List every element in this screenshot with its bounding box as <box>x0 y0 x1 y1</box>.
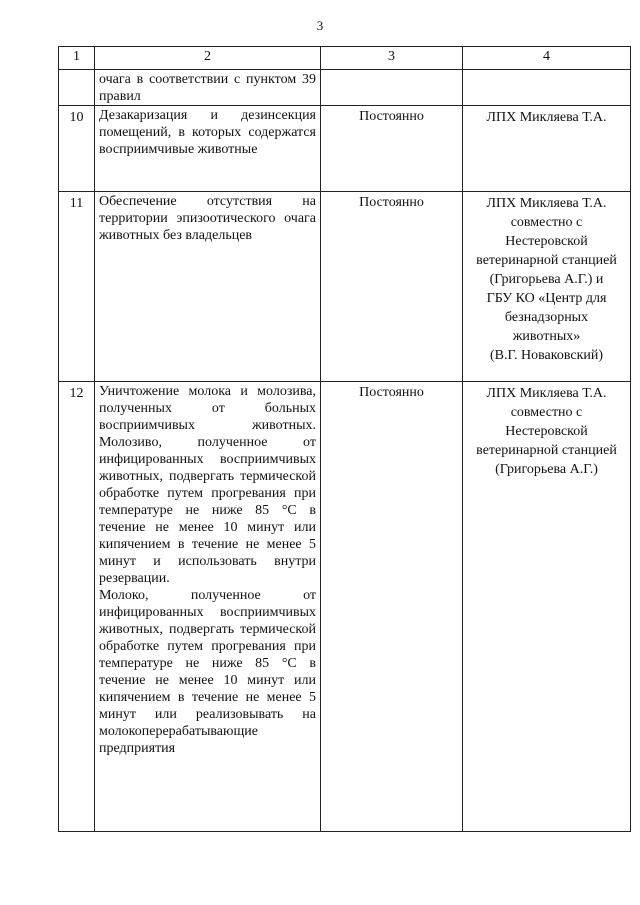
measure-description <box>95 106 321 192</box>
table-row <box>59 70 631 106</box>
header-col-1: 1 <box>59 47 95 70</box>
description-paragraph: очага в соответствии с пунктом 39 правил <box>99 72 316 104</box>
table-row <box>59 192 631 382</box>
responsible-line: совместно с <box>510 215 583 230</box>
responsible-line: ЛПХ Микляева Т.А. <box>486 386 607 401</box>
row-number <box>59 70 95 106</box>
measure-responsible <box>463 382 631 832</box>
responsible-line: Нестеровской <box>505 424 588 439</box>
responsible-line: ГБУ КО «Центр для <box>486 291 607 306</box>
measure-term <box>321 70 463 106</box>
row-number: 11 <box>59 192 95 382</box>
row-number: 12 <box>59 382 95 832</box>
responsible-line: (Григорьева А.Г.) и <box>489 272 604 287</box>
measure-term: Постоянно <box>321 192 463 382</box>
measure-description <box>95 70 321 106</box>
measure-description <box>95 382 321 832</box>
row-number: 10 <box>59 106 95 192</box>
responsible-line: безнадзорных <box>504 310 589 325</box>
measure-responsible <box>463 192 631 382</box>
page-number: 3 <box>316 18 324 33</box>
description-paragraph: Молоко, полученное от инфицированных восприимчивых животных, подвергать термической обработке путем прогревания при температуре не ниже 85 °С в течение не менее 10 минут или кипячением в течение не менее 5 минут или реализовывать на молокоперерабатывающие предприятия <box>99 588 316 756</box>
header-col-3: 3 <box>321 47 463 70</box>
description-paragraph: Уничтожение молока и молозива, полученных от больных восприимчивых животных. Молозиво, полученное от инфицированных восприимчивых животных, подвергать термической обработке путем прогревания при температуре не ниже 85 °С в течение не менее 10 минут или кипячением в течение не менее 5 минут и использовать внутри резервации. <box>99 384 316 586</box>
responsible-line: ветеринарной станцией <box>476 253 617 268</box>
responsible-line: Нестеровской <box>505 234 588 249</box>
header-col-2: 2 <box>95 47 321 70</box>
responsible-line: ЛПХ Микляева Т.А. <box>486 110 607 125</box>
table-header-row <box>59 47 631 70</box>
description-paragraph: Дезакаризация и дезинсекция помещений, в которых содержатся восприимчивые животные <box>99 108 316 157</box>
responsible-line: животных» <box>512 329 581 344</box>
responsible-line: ветеринарной станцией <box>476 443 617 458</box>
header-col-4: 4 <box>463 47 631 70</box>
description-paragraph: Обеспечение отсутствия на территории эпизоотического очага животных без владельцев <box>99 194 316 243</box>
responsible-line: (Григорьева А.Г.) <box>495 462 598 477</box>
table-row <box>59 106 631 192</box>
measure-responsible <box>463 106 631 192</box>
responsible-line: (В.Г. Новаковский) <box>489 348 604 363</box>
responsible-line: ЛПХ Микляева Т.А. <box>486 196 607 211</box>
measures-table <box>58 46 631 832</box>
responsible-line: совместно с <box>510 405 583 420</box>
measure-description <box>95 192 321 382</box>
table-row <box>59 382 631 832</box>
measure-responsible <box>463 70 631 106</box>
measure-term: Постоянно <box>321 106 463 192</box>
measure-term: Постоянно <box>321 382 463 832</box>
